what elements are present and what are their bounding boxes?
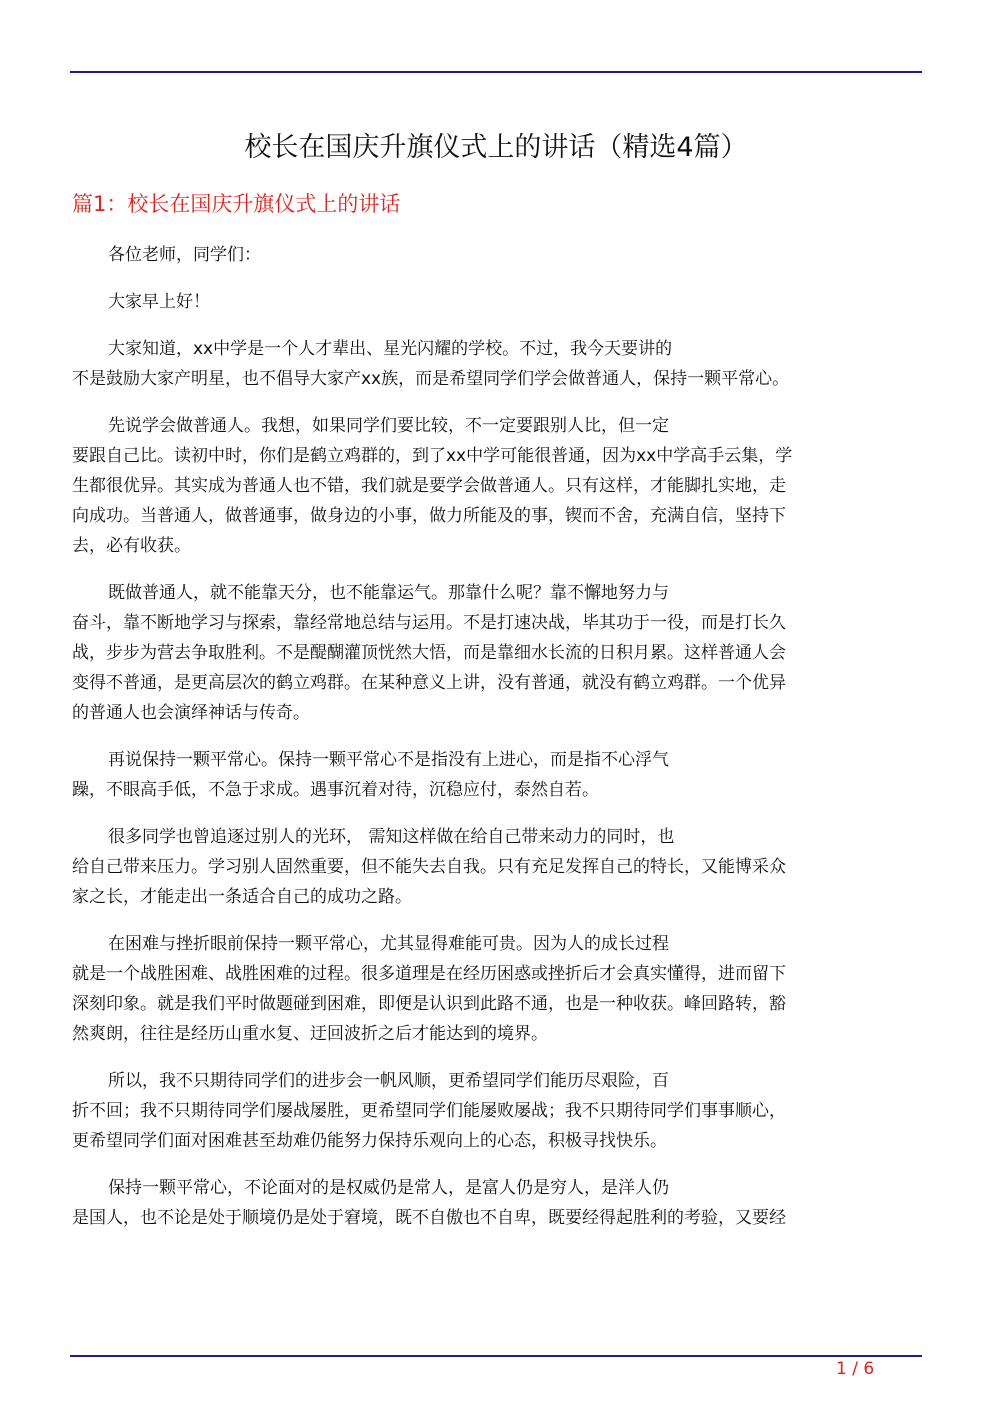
section-heading: 篇1：校长在国庆升旗仪式上的讲话 [72,192,401,216]
paragraph-line: 向成功。当普通人，做普通事，做身边的小事，做力所能及的事，锲而不舍，充满自信，坚持下 [72,506,786,526]
paragraph-line: 深刻印象。就是我们平时做题碰到困难，即便是认识到此路不通，也是一种收获。峰回路转，豁 [72,994,786,1014]
paragraph [72,578,912,728]
paragraph-line: 既做普通人，就不能靠天分，也不能靠运气。那靠什么呢？靠不懈地努力与 [108,583,669,603]
paragraph [72,745,912,805]
paragraph-line: 家之长，才能走出一条适合自己的成功之路。 [72,887,412,907]
page-number: 1 / 6 [836,1359,875,1379]
paragraph-line: 大家早上好！ [108,292,210,312]
paragraph [72,1066,912,1156]
paragraph-line: 生都很优异。其实成为普通人也不错，我们就是要学会做普通人。只有这样，才能脚扎实地，走 [72,476,786,496]
paragraph-line: 是国人，也不论是处于顺境仍是处于窘境，既不自傲也不自卑，既要经得起胜利的考验，又要经 [72,1208,786,1228]
paragraph [72,1173,912,1233]
paragraph-line: 就是一个战胜困难、战胜困难的过程。很多道理是在经历困惑或挫折后才会真实懂得，进而留下 [72,964,786,984]
document-body [72,240,912,1250]
paragraph [72,240,912,270]
paragraph-line: 要跟自己比。读初中时，你们是鹤立鸡群的，到了xx中学可能很普通，因为xx中学高手云集，学 [72,446,793,466]
paragraph-line: 在困难与挫折眼前保持一颗平常心，尤其显得难能可贵。因为人的成长过程 [108,934,669,954]
bottom-rule [70,1355,922,1357]
paragraph-line: 更希望同学们面对困难甚至劫难仍能努力保持乐观向上的心态，积极寻找快乐。 [72,1131,667,1151]
document-title: 校长在国庆升旗仪式上的讲话（精选4篇） [244,132,748,163]
paragraph-line: 去，必有收获。 [72,536,191,556]
paragraph-line: 战，步步为营去争取胜利。不是醍醐灌顶恍然大悟，而是靠细水长流的日积月累。这样普通人会 [72,643,786,663]
paragraph-line: 保持一颗平常心，不论面对的是权威仍是常人，是富人仍是穷人，是洋人仍 [108,1178,669,1198]
paragraph [72,287,912,317]
paragraph-line: 大家知道，xx中学是一个人才辈出、星光闪耀的学校。不过，我今天要讲的 [108,339,673,359]
paragraph-line: 所以，我不只期待同学们的进步会一帆风顺，更希望同学们能历尽艰险，百 [108,1071,669,1091]
paragraph-line: 奋斗，靠不断地学习与探索，靠经常地总结与运用。不是打速决战，毕其功于一役，而是打长久 [72,613,786,633]
paragraph [72,334,912,394]
paragraph-line: 再说保持一颗平常心。保持一颗平常心不是指没有上进心，而是指不心浮气 [108,750,669,770]
paragraph [72,929,912,1049]
paragraph-line: 折不回；我不只期待同学们屡战屡胜，更希望同学们能屡败屡战；我不只期待同学们事事顺心， [72,1101,786,1121]
paragraph-line: 给自己带来压力。学习别人固然重要，但不能失去自我。只有充足发挥自己的特长，又能博采众 [72,857,786,877]
paragraph-line: 先说学会做普通人。我想，如果同学们要比较，不一定要跟别人比，但一定 [108,416,669,436]
paragraph-line: 各位老师，同学们： [108,245,261,265]
paragraph-line: 然爽朗，往往是经历山重水复、迂回波折之后才能达到的境界。 [72,1024,548,1044]
paragraph-line: 变得不普通，是更高层次的鹤立鸡群。在某种意义上讲，没有普通，就没有鹤立鸡群。一个优异 [72,673,786,693]
paragraph [72,411,912,561]
paragraph-line: 躁，不眼高手低，不急于求成。遇事沉着对待，沉稳应付，泰然自若。 [72,780,599,800]
paragraph [72,822,912,912]
paragraph-line: 不是鼓励大家产明星，也不倡导大家产xx族，而是希望同学们学会做普通人，保持一颗平常心。 [72,369,790,389]
paragraph-line: 的普通人也会演绎神话与传奇。 [72,703,310,723]
paragraph-line: 很多同学也曾追逐过别人的光环， 需知这样做在给自己带来动力的同时，也 [108,827,675,847]
top-rule [70,71,922,73]
